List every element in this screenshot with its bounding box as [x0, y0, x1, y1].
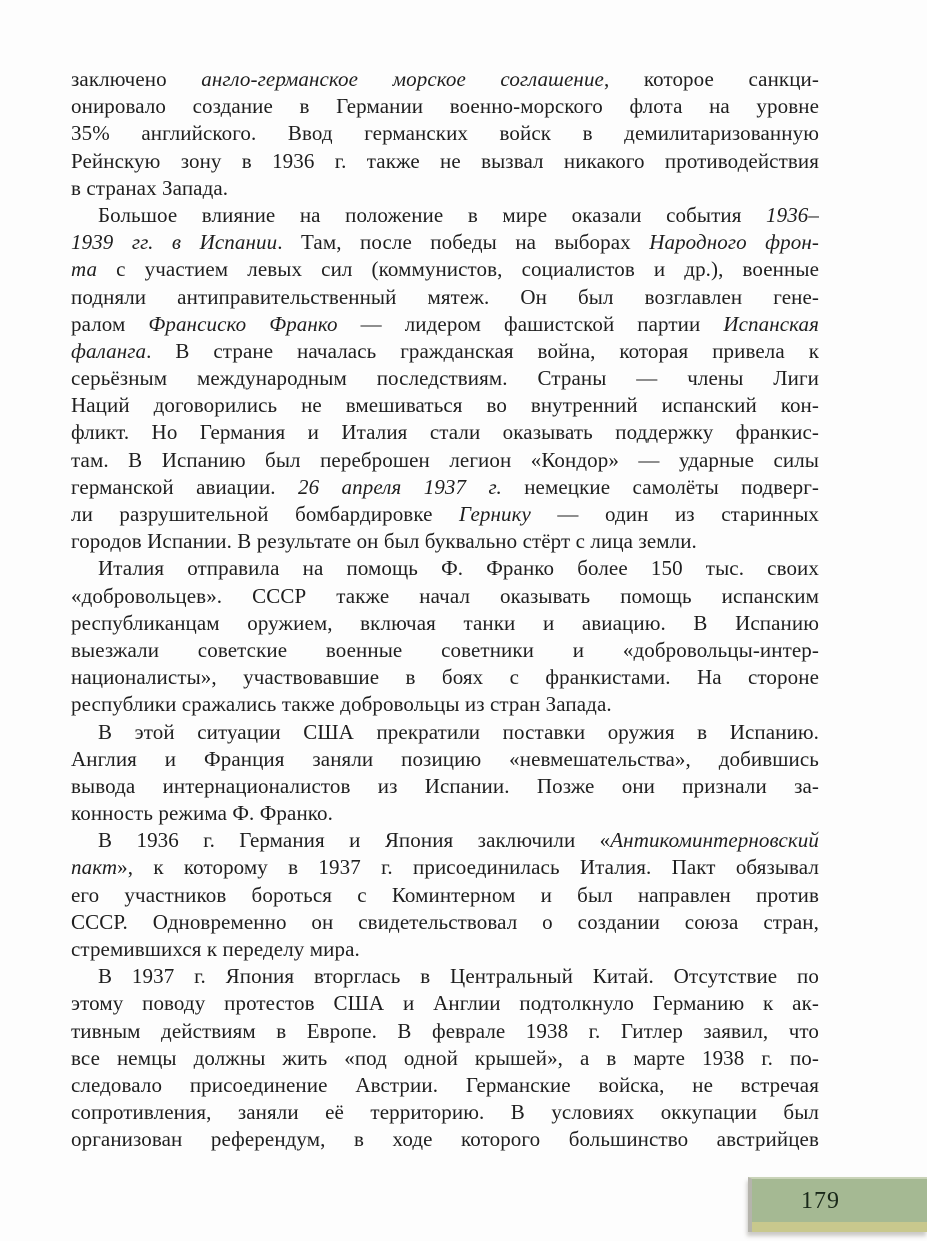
italic-text-run: Испанская [723, 311, 819, 336]
text-run: в странах Запада. [71, 175, 229, 200]
italic-text-run: 1939 гг. в Испании [71, 230, 278, 255]
text-line [71, 610, 819, 637]
text-run: Англия и Франция заняли позицию «невмешательства», добившись [71, 746, 819, 771]
text-run: следовало присоединение Австрии. Германские войска, не встречая [71, 1072, 819, 1097]
text-run: конность режима Ф. Франко. [71, 801, 333, 826]
text-line [71, 66, 819, 93]
text-line [71, 827, 819, 854]
text-run: фликт. Но Германия и Италия стали оказывать поддержку франкис- [71, 420, 819, 445]
text-run: Рейнскую зону в 1936 г. также не вызвал никакого противодействия [71, 148, 819, 173]
text-line [71, 1072, 819, 1099]
text-run: там. В Испанию был переброшен легион «Кондор» — ударные силы [71, 447, 819, 472]
text-line [71, 284, 819, 311]
text-run: онировало создание в Германии военно-морского флота на уровне [71, 94, 819, 119]
text-run: с участием левых сил (коммунистов, социалистов и др.), военные [97, 257, 819, 282]
text-line [71, 909, 819, 936]
text-run: его участников бороться с Коминтерном и был направлен против [71, 882, 819, 907]
text-line [71, 691, 819, 718]
text-line [71, 773, 819, 800]
italic-text-run: Гернику [459, 502, 531, 526]
text-run: — лидером фашистской партии [337, 311, 724, 336]
text-run: СССР. Одновременно он свидетельствовал о создании союза стран, [71, 909, 819, 934]
text-line [71, 854, 819, 881]
text-line [71, 1099, 819, 1126]
text-run: подняли антиправительственный мятеж. Он был возглавлен гене- [71, 284, 819, 309]
text-line [71, 746, 819, 773]
text-line [71, 419, 819, 446]
text-line [71, 528, 819, 555]
text-line [71, 474, 819, 501]
text-run: немецкие самолёты подверг- [501, 474, 819, 499]
text-run: республиканцам оружием, включая танки и авиацию. В Испанию [71, 610, 819, 635]
text-run: националисты», участвовавшие в боях с франкистами. На стороне [71, 665, 819, 690]
text-line [71, 719, 819, 746]
text-run: ралом [71, 311, 149, 336]
text-line [71, 148, 819, 175]
text-run: В 1937 г. Япония вторглась в Центральный Китай. Отсутствие по [98, 964, 819, 989]
text-run: республики сражались также добровольцы из стран Запада. [71, 692, 612, 717]
text-run: сопротивления, заняли её территорию. В условиях оккупации был [71, 1100, 819, 1125]
text-line [71, 256, 819, 283]
text-run: Большое влияние на положение в мире оказали события [98, 202, 766, 227]
text-run: тивным действиям в Европе. В феврале 1938 г. Гитлер заявил, что [71, 1018, 819, 1043]
text-run: выезжали советские военные советники и «добровольцы-интер- [71, 637, 819, 662]
text-line [71, 93, 819, 120]
text-run: этому поводу протестов США и Англии подтолкнуло Германию к ак- [71, 991, 819, 1016]
italic-text-run: та [71, 257, 98, 282]
text-run: В 1936 г. Германия и Япония заключили « [98, 828, 611, 853]
italic-text-run: 1936– [766, 202, 819, 227]
body-text [71, 66, 819, 1154]
text-run: В этой ситуации США прекратили поставки оружия в Испанию. [98, 719, 819, 744]
text-run: все немцы должны жить «под одной крышей», а в марте 1938 г. по- [71, 1045, 819, 1070]
text-line [71, 229, 819, 256]
italic-text-run: Франсиско Франко [148, 311, 338, 336]
italic-text-run: англо-германское морское соглашение [201, 67, 604, 91]
italic-text-run: Народного фрон- [649, 230, 819, 255]
text-line [71, 447, 819, 474]
text-run: стремившихся к переделу мира. [71, 937, 360, 961]
text-run: Наций договорились не вмешиваться во внутренний испанский кон- [71, 393, 819, 418]
text-run: «добровольцев». СССР также начал оказывать помощь испанским [71, 583, 819, 608]
text-line [71, 365, 819, 392]
text-line [71, 1126, 819, 1153]
text-line [71, 202, 819, 229]
text-line [71, 120, 819, 147]
text-line [71, 990, 819, 1017]
italic-text-run: фаланга [71, 338, 147, 363]
text-line [71, 800, 819, 827]
text-line [71, 175, 819, 202]
text-line [71, 392, 819, 419]
text-line [71, 1018, 819, 1045]
text-line [71, 664, 819, 691]
text-run: Италия отправила на помощь Ф. Франко более 150 тыс. своих [98, 556, 819, 581]
text-run: », к которому в 1937 г. присоединилась Италия. Пакт обязывал [117, 855, 819, 880]
text-run: городов Испании. В результате он был буквально стёрт с лица земли. [71, 529, 697, 554]
text-line [71, 555, 819, 582]
text-run: заключено [71, 67, 202, 91]
text-line [71, 501, 819, 528]
text-run: серьёзным международным последствиям. Страны — члены Лиги [71, 366, 819, 391]
page-number: 179 [801, 1188, 840, 1214]
text-line [71, 637, 819, 664]
italic-text-run: 26 апреля 1937 г. [298, 474, 502, 499]
italic-text-run: Антикоминтерновский [610, 828, 819, 853]
text-line [71, 311, 819, 338]
text-run: . В стране началась гражданская война, которая привела к [146, 338, 819, 363]
text-run: , которое санкци- [603, 67, 819, 91]
text-run: ли разрушительной бомбардировке [71, 502, 460, 526]
italic-text-run: пакт [71, 855, 118, 880]
text-run: . Там, после победы на выборах [277, 230, 650, 255]
text-line [71, 1045, 819, 1072]
page-number-box [748, 1177, 927, 1232]
text-line [71, 882, 819, 909]
text-line [71, 583, 819, 610]
text-run: организован референдум, в ходе которого большинство австрийцев [71, 1127, 819, 1152]
text-run: вывода интернационалистов из Испании. Позже они признали за- [71, 773, 819, 798]
text-run: — один из старинных [530, 502, 819, 526]
text-line [71, 963, 819, 990]
text-line [71, 338, 819, 365]
text-run: германской авиации. [71, 474, 298, 499]
text-line [71, 936, 819, 963]
text-run: 35% английского. Ввод германских войск в демилитаризованную [71, 121, 819, 146]
